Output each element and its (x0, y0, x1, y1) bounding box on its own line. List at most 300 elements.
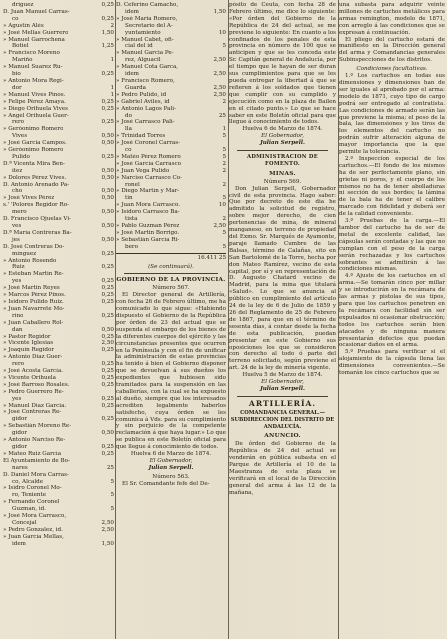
subscriber-row (3, 389, 114, 396)
subscriber-row (3, 244, 114, 251)
subscription-amount (224, 119, 226, 126)
subscriber-row (116, 71, 226, 78)
subscription-amount: 0,25 (101, 250, 114, 257)
subscription-amount: 0,25 (101, 450, 114, 457)
subscriber-name: » Vicente Iglesias (3, 340, 54, 347)
subscriber-row (116, 154, 226, 161)
subscription-amount (224, 2, 226, 9)
subscription-amount: 1,50 (101, 540, 114, 547)
subscriber-row (3, 9, 114, 16)
subscription-amount: 10 (218, 29, 226, 36)
subscription-amount (224, 188, 226, 195)
subscriber-row (3, 119, 114, 126)
subscriber-name: idem (125, 71, 139, 78)
subscriber-row (3, 223, 114, 230)
subscriber-row (116, 119, 226, 126)
subscriber-name: co (12, 15, 19, 22)
subscriber-name: D. Daniel Mora Carras- (3, 471, 69, 478)
subscriber-row (116, 237, 226, 244)
subscriber-row (116, 209, 226, 216)
subscriber-name: » Angel Orihuela Guer- (3, 112, 69, 119)
subscriber-name: rero (12, 119, 25, 126)
subscriber-name: D. Juan Manuel Carras- (3, 8, 70, 15)
subscription-amount (224, 140, 226, 147)
subscriber-name: tista (125, 216, 138, 223)
subscription-amount (112, 126, 114, 133)
subscriber-name: tin (125, 195, 133, 202)
subscriber-row (3, 140, 114, 147)
column-3 (229, 2, 336, 637)
subscriber-name: gidor (12, 444, 27, 450)
subscriber-row (3, 299, 114, 306)
subscriber-row (116, 92, 226, 99)
subscriber-name: » José Vives Pérez (3, 195, 55, 202)
subscriber-row (3, 292, 114, 299)
subscriber-name: » Pedro Guerrero Re- (3, 388, 64, 395)
subscriber-name: » Pedro Pulido, id (116, 91, 167, 98)
notice-number: Número 567. (152, 285, 190, 292)
subscriber-row (3, 64, 114, 71)
subscription-amount (112, 161, 114, 168)
subscriber-row (3, 209, 114, 216)
condition-paragraph: 5.º Pruebas para verificar si el alojamiento de la cápsula llena las dimensiones convenientes.—Se tomarán los cinco cartuchos que se (339, 349, 445, 377)
government-notice-text: El Director general de Artillería, con fecha 26 de Febrero último, me ha comunicado lo que sigue: «Habiendo dispuesto el Gobierno de la República por órden de 23 del actual que se suspenda el embargo de los bienes de la diferentes cuerpos del ejército y las circunstancias presentes que ocurren en la Península y con el fin de unificar la administración de estas provincias ha tenido á bien el Gobierno disponer que se devuelvan á sus dueños los expedientes que hubiesen sido tramitados para la suspensión en las caballerías, con la cual se ha expuesto al dueño, siempre que los interesados acrediten legalmente haberlos satisfecho, cuya órden se les comunica á Vds. para su cumplimiento y sin perjuicio de la competente reclamación á que haya lugar.» Lo que se publica en este Boletín oficial para que llegue á conocimiento de todos. (116, 292, 226, 451)
subscriber-name: » Manuel Garcia Pe- (116, 50, 174, 57)
subscriber-row (3, 368, 114, 375)
subscriber-row (3, 499, 114, 506)
subscription-amount (224, 50, 226, 57)
subscriber-name: ves (12, 223, 22, 229)
subscriber-row (3, 506, 114, 513)
subscription-amount (112, 485, 114, 492)
signature-role: El Gobernador, (149, 458, 193, 464)
subscription-amount: 5 (222, 195, 226, 202)
subscriber-name: do (125, 112, 132, 119)
subscription-amount: 1,50 (213, 8, 226, 15)
subscriber-row (3, 50, 114, 57)
subscriber-row (3, 216, 114, 223)
subscriber-name: rero (12, 361, 25, 368)
subscription-amount: 2,50 (213, 71, 226, 78)
subscriber-name: s.' 'Polores Regidor Ro- (3, 202, 69, 209)
subscriber-row (3, 437, 114, 444)
subscriber-row (116, 133, 226, 140)
subscriber-name: » Antonio Narciso Re- (3, 437, 66, 444)
subscription-amount: 5 (222, 153, 226, 160)
subscriber-name: » Manuel Cota Garca, (116, 64, 179, 71)
subscriber-row (3, 327, 114, 334)
mines-heading: MINAS. (269, 170, 296, 177)
mines-notice-text: Don Julian Serpell, Gobernador civil de esta provincia. Hago saber: Que por decreto de este dia he admitido la solicitud de registro, sobre mejor derecho, de cien pertenencias de mina, de mineral manganeso, en terreno de propiedad del Exmo. Sr. Marqués de Ayamonte, paraje llamado Cumbre de las Balsas, término de Calañas, sito en San Bartolomé de la Torre, hecha por don Mateo Ramírez, vecino de esta capital, por sí y en representación de D. Augusto Chatard vecino de Madrid, para la mina que titulará «Salud». Lo que se anuncia al público en cumplimiento del artículo 24 de la ley de 6 de Julio de 1859 y 26 del Reglamento de 25 de Febrero de 1867, para que en el término de sesenta días, á contar desde la fecha de esta publicación, puedan presentar en este Gobierno sus oposiciones los que se consideren con derecho al todo ó parte del terreno solicitado, según previene el art. 24 de la ley de minería vigente. (229, 185, 336, 372)
subscription-amount: 0,25 (101, 119, 114, 126)
subscriber-name: El Ayuntamiento de Bo- (3, 457, 70, 464)
subscription-amount (224, 16, 226, 23)
subscription-amount: 0,50 (101, 133, 114, 140)
subscription-amount: 0,25 (101, 71, 114, 78)
notice-date: Huelva 6 de Marzo de 1874. (242, 126, 323, 133)
subscriber-row (3, 492, 114, 499)
subscription-amount: 0,50 (101, 188, 114, 195)
subscriber-name: Ruiz (12, 264, 25, 271)
subscriber-name: D. Francisco Ojuelas Vi- (3, 216, 72, 223)
subscription-amount (112, 182, 114, 189)
subscriber-name: » Juan Navarrete Mo- (3, 305, 65, 312)
subscription-amount: 2,50 (101, 340, 114, 347)
subscriber-row (3, 264, 114, 271)
subscriber-name: » José Coronel Carras- (116, 140, 180, 147)
subscriber-name: yes (12, 278, 22, 285)
subscription-amount: 2 (222, 181, 226, 188)
notice-number: Número 569. (263, 178, 302, 185)
subscriber-row (3, 430, 114, 437)
subscriber-row (3, 465, 114, 472)
subscriber-name: » José Acosta García. (3, 368, 64, 375)
subscriber-row (3, 340, 114, 347)
subscriber-name: Mariño (12, 57, 33, 64)
subscriber-name: Pulido (12, 153, 30, 160)
subscriber-name: » Juan García Mellas, (3, 533, 64, 540)
artillery-notice-text: De órden del Gobierno de la República de 24 del actual se venderán en pública subasta en el Parque de Artillería el 10 de la Maestranza de esta plaza se verificará en el local de la Dirección general del arma á las 12 de la mañana, (229, 441, 336, 496)
subscriber-name: Concejal (12, 519, 37, 526)
subscription-amount (112, 147, 114, 154)
subscription-list-column-1 (3, 2, 114, 637)
subscriber-row (3, 278, 114, 285)
subscriber-name: D. Ceferino Camacho, (116, 2, 179, 8)
subscription-amount (112, 9, 114, 16)
subscriber-row (116, 202, 226, 209)
condition-paragraph: 2.º Inspeccion especial de los cartuchos.—El fondo de los mismos ha de ser perfectamente plano, sin grietas ni poros, y el cuerpo de los mismos no ha de tener abolladuras ni sección de sus bordes; la lámina de la bala ha de tener el calibre marcado con fidelidad y deberá ser de la calidad conveniente. (339, 155, 445, 218)
subscriber-name: » Matéo Pérez Romero (116, 153, 181, 160)
subscriber-row (116, 147, 226, 154)
subscriber-name: » Francisco Moreno (3, 50, 60, 57)
subscriber-row (3, 106, 114, 113)
subscriber-row (116, 216, 226, 223)
subscriber-row (3, 479, 114, 486)
subscriber-name: Vives (12, 133, 28, 140)
subscriber-name: » Felipe Pérez Amaya. (3, 98, 66, 105)
subscription-amount (224, 23, 226, 30)
subscriber-row (3, 375, 114, 382)
subscriber-row (3, 2, 114, 9)
subscription-amount (112, 354, 114, 361)
subscription-amount: 0,25 (101, 361, 114, 368)
condition-paragraph: 1.º Los cartuchos en todas sus dimensiones y dimensiones han de ser iguales al aprobado por el arma: modelo de 1871, cuyo tipo de cargo podrá ser entregado al contratista. Las condiciones de armado serán las que previene la misma; el peso de la bala, las dimensiones y los tiros de los elementos del cartucho no podrán sufrir alteración alguna de mayor importancia que la que permite la tolerancia. (339, 73, 445, 156)
subscriber-name: cho (12, 188, 23, 195)
subscriber-row (3, 313, 114, 320)
signature-role: El Gobernador, (261, 133, 304, 140)
subscriber-row (3, 251, 114, 258)
condition-paragraph: 4.º Ajuste de los cartuchos en el arma.—Se tomarán cinco por millar y se introducirán en la recámara de las armas y pistolas de sus tipos, para que los cartuchos penetren en la recámara con facilidad sin ser expulsados ni ocasionar obstrucción; todos los cartuchos serán bien atacados y de ninguna manera presentarán defectos que puedan ocasionar daños en el arma. (339, 273, 445, 349)
subscription-amount: 0,25 (101, 298, 114, 305)
conditions-heading: Condiciones facultativas. (356, 66, 428, 73)
subscriber-name: » Fernando Coronel (3, 499, 60, 506)
subscriber-row (3, 403, 114, 410)
subscriber-row (3, 30, 114, 37)
column-2 (116, 2, 226, 637)
subscription-amount: 2 (222, 167, 226, 174)
subscriber-row (116, 9, 226, 16)
subscription-amount: 5 (110, 506, 114, 513)
subscription-amount (112, 437, 114, 444)
deposit-notice-text: pósito de Ceuta, con fecha 28 de Febrero último, me dice lo siguiente: «Por órden del Gobierno de la República de 24 del actual, se me previene lo siguiente: En cuanto a los confinados de los penales de esta provincia en número de 100 que se anticipen y que se les conceda este Sr. Capitán general de Andalucía, por el tiempo que le hayan de ser duran sus cumplimientos para que se les pueda entregar la libertad á que se refieren á los soldados que tienen que cumplir con su cumplido y ejecución como en la plaza de Bailen en el citado punto.» Lo que se hace saber en este Boletín oficial para que llegue á conocimiento de todos. (229, 2, 336, 126)
subscription-amount: 2,50 (213, 91, 226, 98)
section-divider (124, 273, 218, 274)
subscriber-name: » José Martin Reyes (3, 285, 60, 292)
subscriber-name: yuntamiento (125, 29, 161, 36)
section-divider (237, 396, 328, 397)
subscriber-row (116, 64, 226, 71)
subscriber-row (116, 50, 226, 57)
subscriber-row (116, 85, 226, 92)
subscriber-name: gidor (12, 430, 27, 437)
subscription-amount: 2 (222, 98, 226, 105)
subscription-amount (112, 202, 114, 209)
subscriber-row (3, 147, 114, 154)
subscription-amount: 0,25 (101, 292, 114, 299)
subscription-amount: 0,25 (101, 15, 114, 22)
subscriber-name: » Antonio Mora Regi- (3, 77, 64, 84)
subscriber-row (3, 133, 114, 140)
subscriber-row (3, 168, 114, 175)
subscription-amount: 2 (222, 160, 226, 167)
subscriber-row (116, 37, 226, 44)
subscription-amount: 0,50 (101, 195, 114, 202)
subscriber-row (116, 30, 226, 37)
subscriber-name: » Antonio Diaz Guer- (3, 354, 63, 361)
subscriber-name: ítez (12, 167, 23, 174)
subscriber-name: » Manuel Garrochena (3, 36, 65, 43)
subscription-amount (224, 237, 226, 244)
subscription-total: 16.411 25 (116, 253, 226, 262)
subscription-amount (112, 64, 114, 71)
subscription-amount (224, 64, 226, 71)
subscription-amount (112, 472, 114, 479)
subscription-amount (112, 50, 114, 57)
subscriber-row (3, 354, 114, 361)
subscription-amount: 1 (110, 57, 114, 64)
to-be-continued-note: (Se continuará). (148, 263, 194, 270)
subscriber-name: » Pedro Gonzalez, id. (3, 526, 63, 533)
subscription-amount: 0,25 (101, 98, 114, 105)
subscriber-name: » Juan Vega Pulido (116, 167, 170, 174)
subscriber-name: bio (12, 71, 21, 78)
subscription-amount: 0,50 (101, 167, 114, 174)
subscription-amount (112, 113, 114, 120)
subscriber-name: idem (125, 8, 139, 15)
subscription-amount: 2,50 (101, 519, 114, 526)
administration-heading: ADMINISTRACION DE FOMENTO. (247, 154, 318, 167)
subscriber-name: bero (125, 243, 138, 250)
subscription-amount: 0,50 (101, 174, 114, 181)
subscriber-row (116, 113, 226, 120)
subscription-amount: 5 (110, 478, 114, 485)
subscription-amount: 0,25 (101, 2, 114, 8)
subscriber-name: » José Contreras Re- (3, 409, 62, 416)
subscriber-row (3, 154, 114, 161)
subscriber-row (3, 271, 114, 278)
subscriber-row (3, 527, 114, 534)
subscriber-name: » José Mora Carrasco, (3, 513, 67, 520)
subscription-amount: 0,50 (101, 140, 114, 147)
subscriber-name: rino (12, 312, 24, 319)
subscriber-name: ro, Teniente (12, 492, 47, 499)
subscriber-name: » Gabriel Aviles, id (116, 98, 170, 105)
subscriber-row (116, 43, 226, 50)
subscription-amount (112, 409, 114, 416)
subscription-amount: 0,50 (101, 236, 114, 243)
column-4 (339, 2, 445, 637)
subscription-amount: 25 (218, 112, 226, 119)
subscriber-name: D. José Contreras Do- (3, 243, 65, 250)
subscriber-row (3, 416, 114, 423)
signature-name: Julian Serpell. (260, 140, 305, 147)
subscriber-row (3, 237, 114, 244)
subscriber-name: yes (12, 395, 22, 402)
subscription-amount: 5 (222, 43, 226, 50)
subscriber-name: » Pablo Guzman Pérez (116, 223, 180, 229)
subscriber-name: mínguez (12, 250, 37, 257)
signature-name: Julian Serpell. (260, 385, 305, 392)
subscriber-name: » José García Carrasco (116, 160, 181, 167)
subscription-amount: 0,50 (101, 326, 114, 333)
subscriber-row (3, 320, 114, 327)
subscriber-name: » Mateo Ruiz García (3, 450, 62, 457)
condition-paragraph: 3.º Pruebas de la carga.—El tambor del cartucho ha de ser de metal de excelente calidad, las cápsulas serán contadas y las que no cumplan con el peso de la carga serán rechazadas y los cartuchos sobrantes se admitirán á las condiciones mismas. (339, 218, 445, 273)
subscription-amount: 5 (110, 492, 114, 499)
subscription-amount: 0,25 (101, 285, 114, 292)
subscriber-row (3, 396, 114, 403)
subscriber-row (116, 106, 226, 113)
subscriber-row (116, 230, 226, 237)
subscriber-row (116, 57, 226, 64)
subscriber-row (3, 78, 114, 85)
subscriber-row (3, 71, 114, 78)
subscription-amount: 0,50 (101, 223, 114, 229)
subscriber-name: » Vicente Orihuela (3, 374, 57, 381)
subscriber-name: » José Martin Borrigo. (116, 229, 180, 236)
subscriber-row (3, 57, 114, 64)
subscriber-name: D.ª María Contreras Ba- (3, 229, 72, 236)
subscriber-name: » Diego Orihuela Vives (3, 105, 69, 112)
subscription-amount (224, 209, 226, 216)
subscription-amount: 0,25 (101, 333, 114, 340)
subscription-amount: 2 (222, 216, 226, 223)
subscriber-name: dan (12, 326, 23, 333)
subscriber-row (3, 230, 114, 237)
subscriber-name: Guarda (125, 84, 146, 91)
subscription-amount: 5 (222, 133, 226, 140)
subscription-amount: 2,50 (101, 526, 114, 533)
subscriber-name: » Marcos Pérez Pinos. (3, 292, 66, 299)
subscriber-row (3, 444, 114, 451)
next-notice-number: Número 563. (152, 473, 190, 480)
subscriber-row (116, 244, 226, 251)
subscription-amount: 0,25 (101, 347, 114, 354)
subscriber-name: ronel (125, 181, 140, 188)
subscriber-row (116, 140, 226, 147)
subscriber-name: » Geróonimo Romero (3, 147, 64, 154)
subscriber-name: lla (125, 126, 132, 133)
subscriber-name: » Manuel Cabet, ofi- (116, 36, 174, 43)
subscription-amount: 5 (222, 147, 226, 154)
subscriber-row (3, 23, 114, 30)
subscriber-name: Guzman, id. (12, 506, 46, 513)
subscriber-row (116, 126, 226, 133)
subscription-amount: 0,25 (101, 278, 114, 285)
subscriber-row (3, 195, 114, 202)
subscriber-name: » Geróonimo Romero (3, 126, 64, 133)
subscriber-name: » Juan Mora Carrasco. (116, 202, 180, 209)
subscriber-name: » Agustín Alés (3, 22, 44, 29)
subscription-amount: 0,25 (101, 105, 114, 112)
subscriber-name: » Isidoro Pulido Ruiz. (3, 298, 64, 305)
subscriber-name: » José Maria Romero, (116, 15, 178, 22)
subscriber-row (3, 458, 114, 465)
subscriber-row (116, 223, 226, 230)
subscription-amount: 0,25 (101, 416, 114, 423)
subscription-amount: 2,50 (213, 84, 226, 91)
subscriber-row (3, 161, 114, 168)
subscriber-row (3, 541, 114, 548)
subscription-amount: 0,25 (101, 368, 114, 375)
subscriber-name: idem (12, 540, 26, 547)
subscription-amount (112, 534, 114, 541)
subscriber-row (116, 182, 226, 189)
subscriber-name: » Antonio Rosendo (3, 257, 57, 264)
subscriber-name: » José Carrasco Pali- (116, 119, 175, 126)
subscriber-name: » Diego Martín y Mar- (116, 188, 180, 195)
subscriber-row (116, 99, 226, 106)
subscriber-row (116, 23, 226, 30)
subscription-amount (112, 513, 114, 520)
signature-name: Julian Serpell. (148, 464, 194, 471)
subscription-amount: 1 (222, 126, 226, 133)
subscriber-row (3, 451, 114, 458)
subscriber-name: » Manuel Diaz Garcia. (3, 402, 67, 409)
subscriber-name: cial del id (125, 43, 153, 50)
subscriber-row (116, 161, 226, 168)
notice-date: Huelva 5 de Marzo de 1874. (242, 372, 323, 379)
subscription-amount (112, 244, 114, 251)
auction-paragraph: El pliego del cartucho estará de manifiesto en la Dirección general del arma y Comandancias generales Subinspecciones de los distritos. (339, 36, 445, 64)
subscriber-name: Secretario del A- (125, 22, 173, 29)
subscription-amount: 0,25 (101, 381, 114, 388)
subscriber-row (3, 37, 114, 44)
subscriber-row (3, 175, 114, 182)
subscriber-row (116, 78, 226, 85)
subscriber-name: » Francisco Romero, (116, 77, 175, 84)
subscriber-row (3, 520, 114, 527)
next-notice-text: El Sr. Comandante fefe del De- (122, 480, 210, 487)
subscription-amount: 5 (222, 243, 226, 250)
section-divider (237, 150, 328, 151)
subscriber-row (116, 175, 226, 182)
subscriber-name: » José Garcia Campos. (3, 140, 67, 147)
subscriber-name: » Trinidad Torres (116, 133, 166, 140)
notice-date: Huelva 6 de Marzo de 1874. (130, 451, 212, 458)
subscriber-row (3, 92, 114, 99)
subscription-amount (112, 258, 114, 265)
subscriber-row (3, 534, 114, 541)
subscription-amount (112, 423, 114, 430)
subscription-amount (224, 78, 226, 85)
subscription-amount: 2 (110, 22, 114, 29)
subscription-amount: 2,50 (213, 223, 226, 229)
subscriber-row (3, 513, 114, 520)
subscriber-name: » Isidoro Carrasco Ba- (116, 209, 180, 216)
conditions-list (339, 73, 445, 377)
subscriber-row (3, 361, 114, 368)
